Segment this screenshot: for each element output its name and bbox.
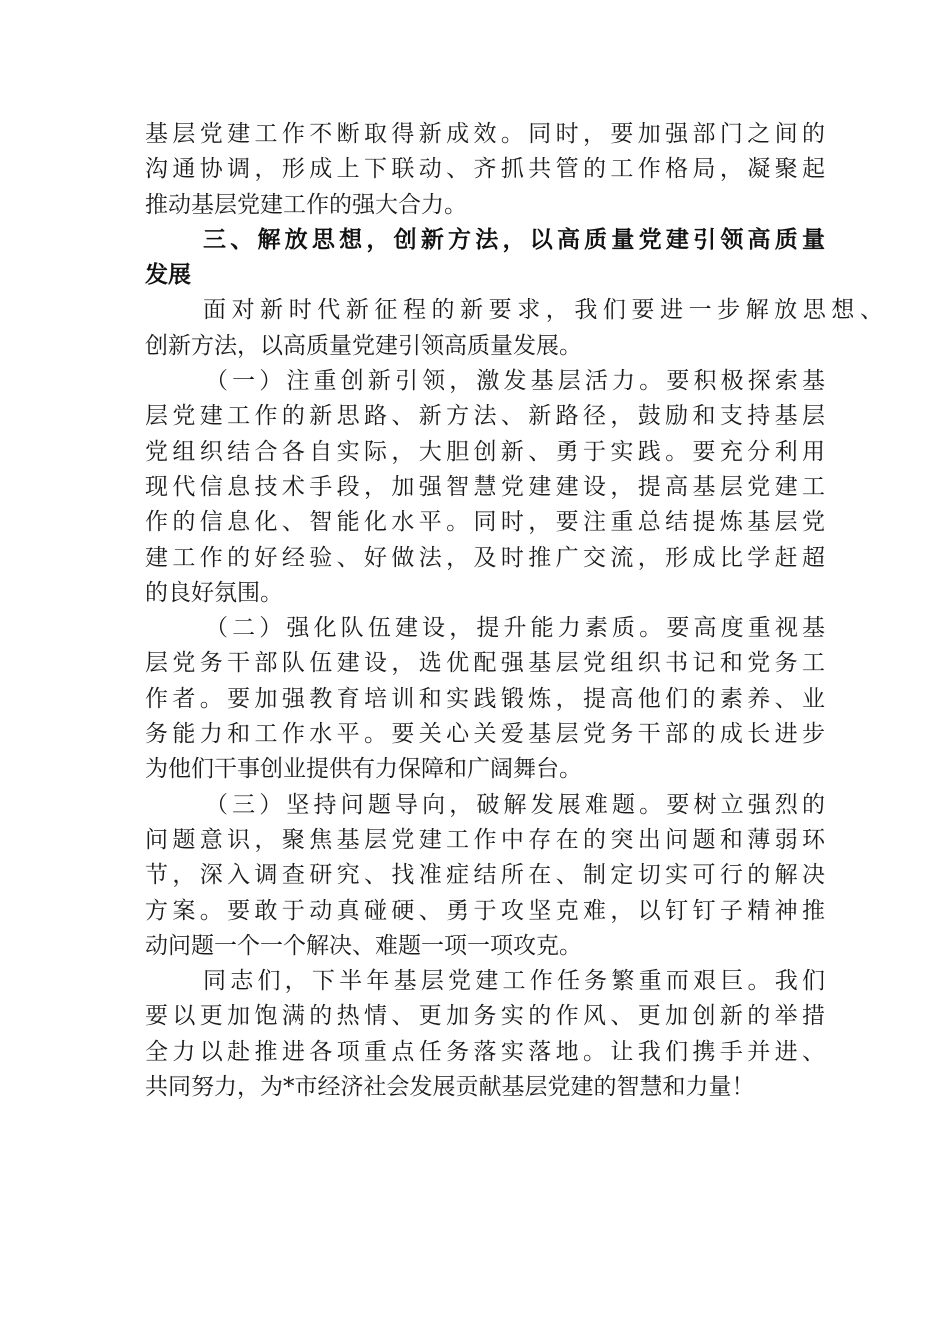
text-line: 同志们，下半年基层党建工作任务繁重而艰巨。我们 <box>203 968 825 995</box>
text-line: 全力以赴推进各项重点任务落实落地。让我们携手并进、 <box>145 1038 825 1065</box>
heading-line: 发展 <box>145 262 191 289</box>
text-line: 节，深入调查研究、找准症结所在、制定切实可行的解决 <box>145 862 825 889</box>
text-line: 推动基层党建工作的强大合力。 <box>145 191 467 218</box>
text-line: 为他们干事创业提供有力保障和广阔舞台。 <box>145 756 582 783</box>
paragraph-intro <box>145 293 883 364</box>
text-line: （一）注重创新引领，激发基层活力。要积极探索基 <box>205 368 825 395</box>
text-line: 层党务干部队伍建设，选优配强基层党组织书记和党务工 <box>145 650 825 677</box>
text-line: 共同努力，为*市经济社会发展贡献基层党建的智慧和力量！ <box>145 1074 755 1101</box>
text-line: 面对新时代新征程的新要求，我们要进一步解放思想、 <box>203 297 883 324</box>
text-line: 问题意识，聚焦基层党建工作中存在的突出问题和薄弱环 <box>145 826 825 853</box>
text-line: 层党建工作的新思路、新方法、新路径，鼓励和支持基层 <box>145 403 825 430</box>
text-line: 要以更加饱满的热情、更加务实的作风、更加创新的举措 <box>145 1003 825 1030</box>
text-line: （二）强化队伍建设，提升能力素质。要高度重视基 <box>205 615 825 642</box>
text-line: 作的信息化、智能化水平。同时，要注重总结提炼基层党 <box>145 509 825 536</box>
text-line: 作者。要加强教育培训和实践锻炼，提高他们的素养、业 <box>145 685 825 712</box>
heading-line: 三、解放思想，创新方法，以高质量党建引领高质量 <box>203 226 825 253</box>
paragraph-item-3 <box>145 788 825 964</box>
paragraph-closing <box>145 964 825 1105</box>
section-heading-3 <box>145 223 825 294</box>
text-line: 动问题一个一个解决、难题一项一项攻克。 <box>145 932 582 959</box>
text-line: （三）坚持问题导向，破解发展难题。要树立强烈的 <box>205 791 825 818</box>
text-line: 务能力和工作水平。要关心关爱基层党务干部的成长进步 <box>145 721 825 748</box>
text-line: 建工作的好经验、好做法，及时推广交流，形成比学赶超 <box>145 544 825 571</box>
paragraph-item-2 <box>145 611 825 787</box>
paragraph-item-1 <box>145 364 825 611</box>
paragraph-continuation <box>145 117 825 223</box>
text-line: 创新方法，以高质量党建引领高质量发展。 <box>145 332 582 359</box>
text-line: 基层党建工作不断取得新成效。同时，要加强部门之间的 <box>145 121 825 147</box>
text-line: 沟通协调，形成上下联动、齐抓共管的工作格局，凝聚起 <box>145 156 825 183</box>
text-line: 的良好氛围。 <box>145 579 283 606</box>
text-line: 现代信息技术手段，加强智慧党建建设，提高基层党建工 <box>145 473 825 500</box>
document-body <box>145 117 883 1105</box>
text-line: 党组织结合各自实际，大胆创新、勇于实践。要充分利用 <box>145 438 825 465</box>
text-line: 方案。要敢于动真碰硬、勇于攻坚克难，以钉钉子精神推 <box>145 897 825 924</box>
